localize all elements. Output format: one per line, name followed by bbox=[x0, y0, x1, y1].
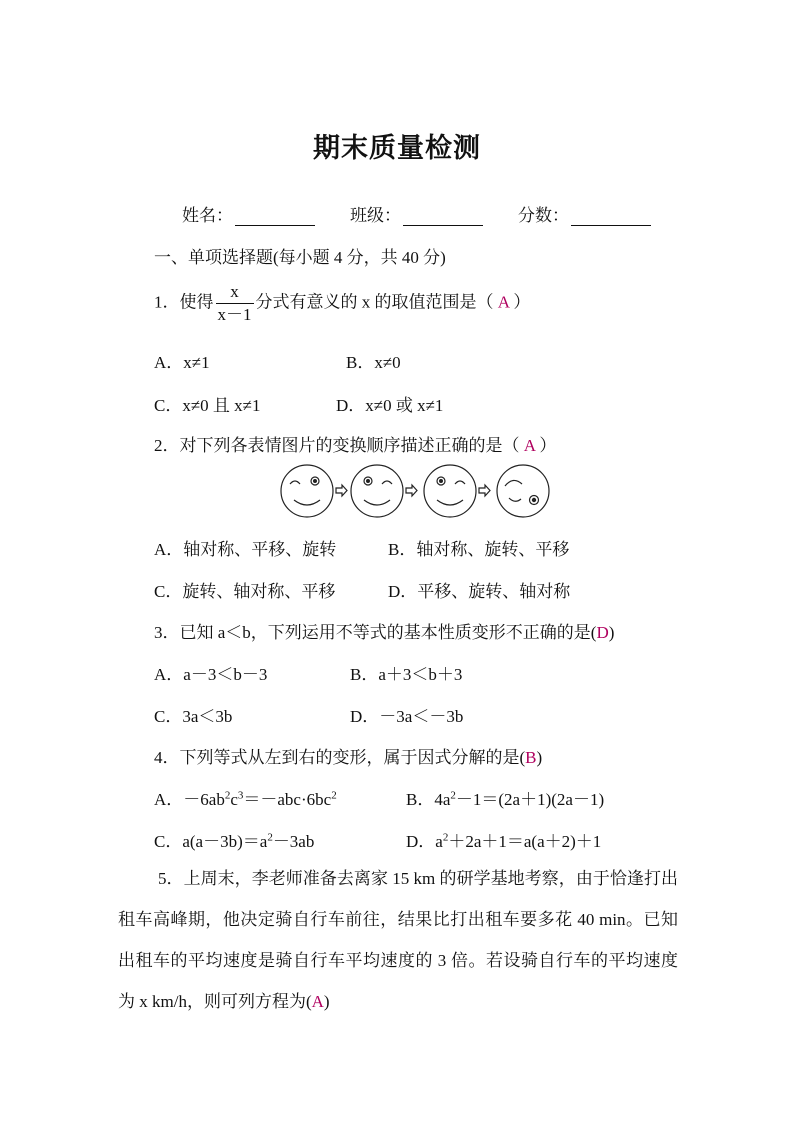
q4-d-part: ＋2a＋1＝a(a＋2)＋1 bbox=[448, 832, 602, 851]
q3-option-b: B．a＋3＜b＋3 bbox=[350, 665, 463, 684]
q4-a-part: ＝－abc·6bc bbox=[243, 790, 332, 809]
q4-a-part: A．－6ab bbox=[154, 790, 225, 809]
q3-answer: D bbox=[596, 623, 609, 642]
face-2-icon bbox=[351, 465, 403, 517]
q2-option-d: D．平移、旋转、轴对称 bbox=[388, 582, 571, 601]
q1-close: ） bbox=[513, 292, 531, 312]
q4-option-d bbox=[406, 827, 601, 852]
q2-option-c: C．旋转、轴对称、平移 bbox=[154, 582, 336, 601]
face-3-icon bbox=[424, 465, 476, 517]
q4-option-a bbox=[154, 785, 337, 810]
q2-answer: A bbox=[523, 436, 536, 455]
q4-a-exp: 2 bbox=[224, 789, 231, 802]
name-blank bbox=[235, 207, 315, 226]
class-label: 班级： bbox=[350, 206, 401, 225]
emoji-transform-figure bbox=[278, 460, 554, 522]
q3-option-d: D．－3a＜－3b bbox=[350, 707, 464, 726]
q1-fraction bbox=[216, 281, 254, 326]
q1-option-b: B．x≠0 bbox=[346, 353, 401, 372]
arrow-right-icon bbox=[336, 485, 347, 496]
q2-close: ） bbox=[539, 436, 557, 455]
score-blank bbox=[571, 207, 651, 226]
q4-b-part: －1＝(2a＋1)(2a－1) bbox=[455, 790, 605, 809]
score-label: 分数： bbox=[518, 206, 569, 225]
q4-c-exp: 2 bbox=[267, 831, 273, 844]
q5-answer: A bbox=[311, 992, 324, 1011]
q5-close: ) bbox=[323, 992, 330, 1011]
q4-b-part: B．4a bbox=[406, 790, 451, 809]
q4-a-exp: 2 bbox=[331, 789, 337, 802]
q4-c-part: －3ab bbox=[272, 832, 315, 851]
face-1-icon bbox=[281, 465, 333, 517]
question-5 bbox=[118, 858, 678, 1022]
q4-b-exp: 2 bbox=[450, 789, 456, 802]
q4-option-c bbox=[154, 827, 314, 852]
q1-suffix: 分式有意义的 x 的取值范围是（ bbox=[255, 292, 494, 312]
q1-fraction-denominator: x－1 bbox=[217, 305, 252, 324]
q3-stem: 3．已知 a＜b，下列运用不等式的基本性质变形不正确的是( bbox=[154, 623, 597, 642]
arrow-right-icon bbox=[406, 485, 417, 496]
q4-d-exp: 2 bbox=[442, 831, 449, 844]
q4-stem: 4．下列等式从左到右的变形，属于因式分解的是( bbox=[154, 748, 526, 767]
question-3 bbox=[154, 618, 614, 643]
name-label: 姓名： bbox=[182, 206, 233, 225]
q4-a-part: c bbox=[230, 790, 238, 809]
q1-option-c: C．x≠0 且 x≠1 bbox=[154, 396, 261, 415]
q3-option-a: A．a－3＜b－3 bbox=[154, 665, 268, 684]
page-title: 期末质量检测 bbox=[313, 133, 481, 164]
face-4-icon bbox=[497, 465, 549, 517]
q2-option-a: A．轴对称、平移、旋转 bbox=[154, 540, 337, 559]
section-heading: 一、单项选择题(每小题 4 分，共 40 分) bbox=[154, 248, 446, 267]
class-blank bbox=[403, 207, 483, 226]
q1-option-a: A．x≠1 bbox=[154, 353, 210, 372]
question-2 bbox=[154, 431, 556, 456]
arrow-right-icon bbox=[479, 485, 490, 496]
q1-option-d: D．x≠0 或 x≠1 bbox=[336, 396, 444, 415]
question-1 bbox=[154, 281, 530, 326]
q3-option-c: C．3a＜3b bbox=[154, 707, 233, 726]
question-4 bbox=[154, 743, 542, 768]
q4-c-part: C．a(a－3b)＝a bbox=[154, 832, 268, 851]
q4-a-exp: 3 bbox=[237, 789, 244, 802]
q1-fraction-numerator: x bbox=[216, 281, 254, 304]
score-field bbox=[518, 201, 651, 226]
q4-option-b bbox=[406, 785, 604, 810]
q4-d-part: D．a bbox=[406, 832, 443, 851]
q1-prefix: 1．使得 bbox=[154, 292, 214, 312]
name-field bbox=[182, 201, 315, 226]
q3-close: ) bbox=[608, 623, 615, 642]
q2-option-b: B．轴对称、旋转、平移 bbox=[388, 540, 570, 559]
class-field bbox=[350, 201, 483, 226]
q5-text: 5．上周末，李老师准备去离家 15 km 的研学基地考察，由于恰逢打出租车高峰期，他决定骑自行车前往，结果比打出租车要多花 40 min。已知出租车的平均速度是骑自行车平均速度的 3 倍。若设骑自行车的平均速度为 x km/h，则可列方程为( bbox=[118, 869, 678, 1011]
q1-answer: A bbox=[497, 292, 510, 312]
q4-close: ) bbox=[536, 748, 543, 767]
q4-answer: B bbox=[525, 748, 537, 767]
q2-stem: 2．对下列各表情图片的变换顺序描述正确的是（ bbox=[154, 436, 520, 455]
